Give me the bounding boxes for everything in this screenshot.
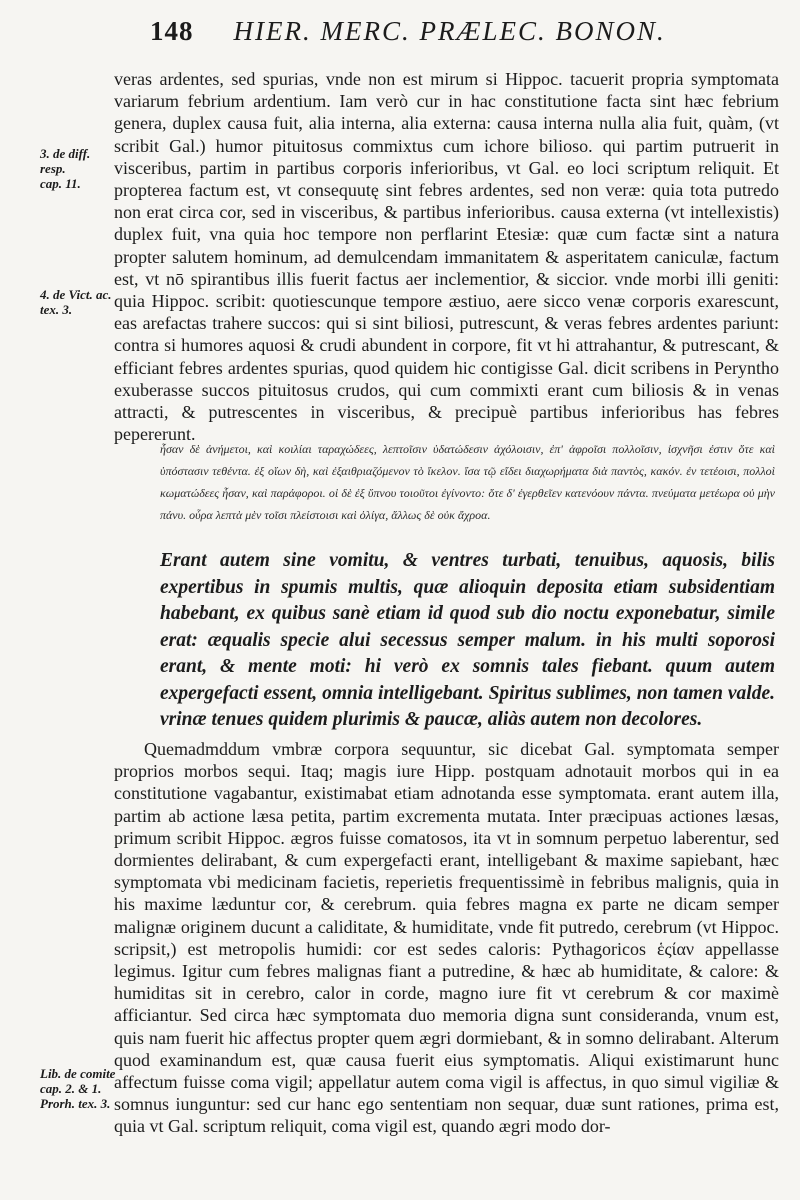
marginal-note-line: 3. de diff. resp. <box>40 146 91 176</box>
commentary-paragraph: veras ardentes, sed spurias, vnde non est mirum si Hippoc. tacuerit propria symptomata variarum febrium ardentium. Iam verò cur in hac constitutione facta sint hæc febrium genera, duplex causa fuit, alia interna, alia externa: causa interna nulla alia fuit, quàm, (vt scribit Gal.) humor pituitosus commixtus cum ichore bilioso. qui partim putruerit in visceribus, partim in partibus corporis inferioribus, vt Gal. eo loci scriptum reliquit. Et propterea factum est, vt consequutę sint febres ardentes, sed non veræ: quia tota putredo non erat circa cor, sed in visceribus, & partibus inferioribus. causa externa (vt intellexistis) duplex fuit, vna quia hoc tempore non perflarint Etesiæ: quæ cum factæ sint a natura propter salutem hominum, ad demulcendam immanitatem & asperitatem caniculæ, factum est, vt nō spirantibus illis fuerit factus aer inclementior, & siccior. vnde morbi illi geniti: quia Hippoc. scribit: quotiescunque tempore æstiuo, aere sicco venæ corporis exarescunt, eas arefactas trahere succos: qui si sint biliosi, putrescunt, & veras febres ardentes pariunt: contra si humores aquosi & crudi abundent in corpore, fit vt hi attrahantur, & putrescant, & efficiant febres ardentes spurias, quod quidem hic contigisse Gal. dicit scribens in Peryntho exuberasse succos pituitosus crudos, qui cum commixti erant cum biliosis & in venas attracti, & putrescentes in visceribus, & precipuè partibus inferioribus has febres pepererunt. <box>114 69 779 445</box>
marginal-note <box>40 1066 116 1111</box>
commentary-paragraph: Quemadmddum vmbræ corpora sequuntur, sic dicebat Gal. symptomata semper proprios morbos sequi. Itaq; magis iure Hipp. postquam adnotauit morbos qui in ea constitutione vagabantur, existimabat etiam adnotanda esse symptomata. erant autem illa, partim ab actione læsa petita, partim excrementa mutata. Inter præcipuas actiones læsas, primum scribit Hippoc. ægros fuisse comatosos, ita vt in somnum perpetuo laberentur, sed dormientes delirabant, & cum expergefacti erant, intelligebant & maxime sapiebant, hæc symptomata vbi medicinam facietis, reperietis frequentissimè in febribus malignis, quia in his maxime læduntur cor, & cerebrum. quia febres magna ex parte ne dicam semper malignæ originem ducunt a caliditate, & humiditate, vnde fit putredo, cerebrum (vt Hippoc. scripsit,) est metropolis humidi: cor est sedes caloris: Pythagoricos ἑςίαν appellasse legimus. Igitur cum febres malignas fiant a putredine, & hæc ab humiditate, & calore: & humiditas sit in cerebro, calor in corde, magno iure fit vt cerebrum & cor maximè afficiantur. Sed circa hæc symptomata duo memoria digna sunt consideranda, vnum est, quis nam fuerit hic affectus propter quem ægri dormiebant, & in somno delirabant. Alterum quod examinandum est, quæ causa fuerit eius symptomatis. Aliqui existimarunt hunc affectum fuisse coma vigil; appellatur autem coma vigil is affectus, in quo simul vigiliæ & somnus iunguntur: sed cur hanc ego sententiam non sequar, duæ sunt rationes, prima est, quia vt Gal. scriptum reliquit, coma vigil est, quando ægri modo dor- <box>114 739 779 1137</box>
marginal-note-line: 4. de Vict. ac. <box>40 287 112 302</box>
marginal-note-line: cap. 11. <box>40 176 81 191</box>
marginal-note-line: Prorh. tex. 3. <box>40 1096 111 1111</box>
marginal-note <box>40 146 116 191</box>
page-header <box>150 16 790 56</box>
marginal-note-line: Lib. de comite <box>40 1066 116 1081</box>
marginal-note-line: tex. 3. <box>40 302 73 317</box>
latin-translation: Erant autem sine vomitu, & ventres turbati, tenuibus, aquosis, bilis expertibus in spumis multis, quæ alioquin deposita etiam subsidentiam habebant, ex quibus sanè etiam id quod sub dio noctu exponebatur, simile erat: æqualis specie alui secessus semper malum. in his multi soporosi erant, & mente moti: hi verò ex somnis tales fiebant. quum autem expergefacti essent, omnia intelligebant. Spiritus sublimes, non tamen valde. vrinæ tenues quidem plurimis & paucæ, aliàs autem non decolores. <box>160 550 775 730</box>
page-number: 148 <box>150 16 194 46</box>
marginal-note <box>40 287 116 317</box>
running-head: HIER. MERC. PRÆLEC. BONON. <box>233 16 666 46</box>
greek-quotation: ἦσαν δὲ ἀνήμετοι, καὶ κοιλίαι ταραχώδεες, λεπτοῖσιν ὑδατώδεσιν ἀχόλοισιν, ἐπ' ἀφροῖσι πολλοῖσιν, ἰσχνῆσι ἐστιν ὅτε καὶ ὑπόστασιν τεθέντα. ἐξ οἵων δὴ, καὶ ἐξαιθριαζόμενον τὸ ἴκελον. ἴσα τῷ εἴδει διαχωρήματα διὰ παντὸς, κακόν. ἐν τετέοισι, πολλοὶ κωματώδεες ἦσαν, καὶ παράφοροι. οἱ δὲ ἐξ ὕπνου τοιοῦτοι ἐγίνοντο: ὅτε δ' ἐγερθεῖεν κατενόουν πάντα. πνεύματα μετέωρα οὐ μὴν πάνυ. οὖρα λεπτὰ μὲν τοῖσι πλείστοισι καὶ ὀλίγα, ἄλλως δὲ οὐκ ἄχροα. <box>160 442 775 522</box>
marginal-note-line: cap. 2. & 1. <box>40 1081 102 1096</box>
